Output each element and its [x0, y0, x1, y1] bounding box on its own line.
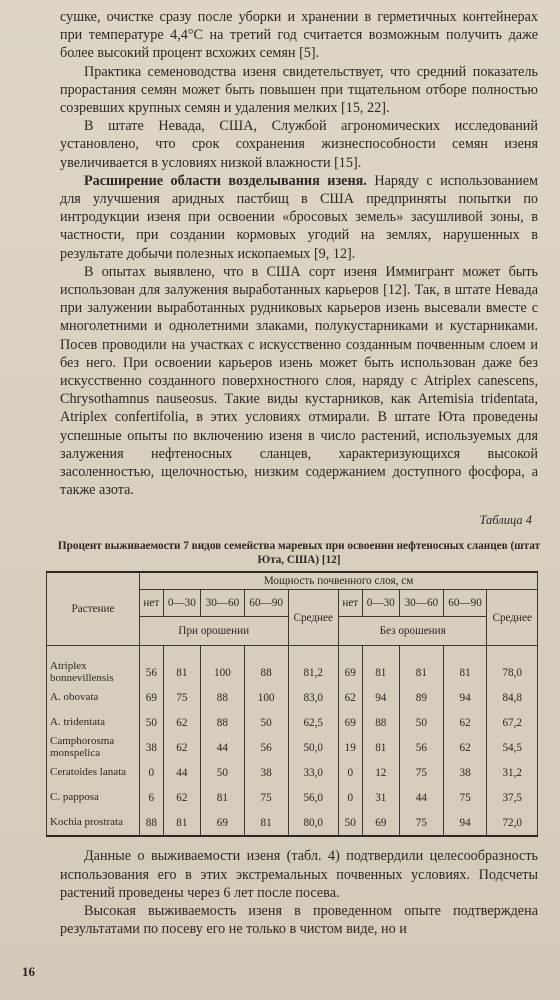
- table-cell: 88: [244, 646, 288, 686]
- table-cell: 81: [362, 735, 399, 760]
- paragraph-seed-practice: Практика семеноводства изеня свидетельствует, что средний показатель прорастания семян может быть повышен при тщательном отборе полностью созревших крупных семян и удаления мелких [15, 22].: [60, 63, 538, 117]
- table-cell: 50: [201, 760, 245, 785]
- table-cell: 88: [201, 685, 245, 710]
- table-cell: 67,2: [487, 710, 538, 735]
- table-cell: 19: [338, 735, 362, 760]
- table-cell: 69: [338, 646, 362, 686]
- table-caption: Таблица 4: [479, 513, 532, 528]
- table-cell: 50,0: [288, 735, 338, 760]
- table-cell: 81,2: [288, 646, 338, 686]
- table-cell: 50: [140, 710, 164, 735]
- table-cell: 100: [244, 685, 288, 710]
- header-soil-depth: Мощность почвенного слоя, см: [140, 572, 538, 590]
- table-cell: 12: [362, 760, 399, 785]
- table-row: [47, 760, 538, 785]
- table-cell: 81: [443, 646, 487, 686]
- plant-name: Atriplex bonnevillensis: [47, 646, 140, 686]
- plant-name: A. tridentata: [47, 710, 140, 735]
- table-cell: 56,0: [288, 785, 338, 810]
- table-cell: 81: [399, 646, 443, 686]
- table-cell: 69: [140, 685, 164, 710]
- header-depth-noirr-none: нет: [338, 590, 362, 617]
- table-cell: 44: [201, 735, 245, 760]
- table-cell: 38: [443, 760, 487, 785]
- table-cell: 50: [244, 710, 288, 735]
- plant-name: Camphorosma monspelica: [47, 735, 140, 760]
- table-cell: 62: [443, 710, 487, 735]
- table-cell: 38: [244, 760, 288, 785]
- table-cell: 62: [443, 735, 487, 760]
- table-cell: 81: [163, 810, 200, 836]
- header-not-irrigated: Без орошения: [338, 617, 487, 646]
- table-cell: 88: [201, 710, 245, 735]
- table-cell: 81: [244, 810, 288, 836]
- table-cell: 81: [201, 785, 245, 810]
- table-cell: 69: [362, 810, 399, 836]
- plant-name: A. obovata: [47, 685, 140, 710]
- paragraph-seed-storage: сушке, очистке сразу после уборки и хранении в герметичных контейнерах при температуре 4,4°С на третий год считается возможным получить даже более высокий процент всхожих семян [5].: [60, 9, 538, 62]
- table-cell: 75: [244, 785, 288, 810]
- table-cell: 80,0: [288, 810, 338, 836]
- table-cell: 75: [163, 685, 200, 710]
- table-cell: 56: [244, 735, 288, 760]
- table-cell: 69: [201, 810, 245, 836]
- paragraph-section: [60, 172, 538, 263]
- table-row: [47, 735, 538, 760]
- table-cell: 88: [362, 710, 399, 735]
- table-cell: 69: [338, 710, 362, 735]
- table-cell: 6: [140, 785, 164, 810]
- header-irrigated: При орошении: [140, 617, 289, 646]
- table-cell: 81: [163, 646, 200, 686]
- table-cell: 38: [140, 735, 164, 760]
- table-cell: 94: [443, 810, 487, 836]
- table-cell: 50: [399, 710, 443, 735]
- plant-name: C. papposa: [47, 785, 140, 810]
- table-row: [47, 646, 538, 686]
- paragraph-conclusion: Данные о выживаемости изеня (табл. 4) подтвердили целесообразность использования его в этих экстремальных почвенных условиях. Подсчеты растений проведены через 6 лет после посева.: [60, 848, 538, 901]
- paragraph-continuation: Высокая выживаемость изеня в проведенном опыте подтверждена результатами по посеву его не только в чистом виде, но и: [60, 903, 538, 938]
- header-depth-noirr-30-60: 30—60: [399, 590, 443, 617]
- table-row: [47, 710, 538, 735]
- table-cell: 37,5: [487, 785, 538, 810]
- plant-name: Ceratoides lanata: [47, 760, 140, 785]
- table-cell: 89: [399, 685, 443, 710]
- survival-table: [46, 571, 538, 837]
- table-cell: 33,0: [288, 760, 338, 785]
- table-cell: 44: [163, 760, 200, 785]
- table-cell: 62: [163, 785, 200, 810]
- table-cell: 44: [399, 785, 443, 810]
- table-cell: 50: [338, 810, 362, 836]
- table-cell: 0: [338, 785, 362, 810]
- plant-name: Kochia prostrata: [47, 810, 140, 836]
- paragraph-experiments: В опытах выявлено, что в США сорт изеня Иммигрант может быть использован для залужения выработанных карьеров [12]. Так, в штате Невада при залужении выработанных рудниковых карьеров изень высевали вместе с многолетними и однолетними злаками, полукустарниками и кустарниками. Посев проводили на участках с искусственно созданным почвенным слоем и без него. При освоении карьеров изень может быть использован даже без искусственно созданного поверхностного слоя, наряду с Atriplex canescens, Chrysothamnus nauseosus. Такие виды кустарников, как Artemisia tridentata, Atriplex confertifolia, в этих условиях отмирали. В штате Юта проведены успешные опыты по включению изеня в число растений, используемых для залужения нефтеносных сланцев, характеризующихся высокой засоленностью, щелочностью, низким содержанием доступного фосфора, а также азота.: [60, 263, 538, 499]
- header-depth-irr-60-90: 60—90: [244, 590, 288, 617]
- header-depth-irr-30-60: 30—60: [201, 590, 245, 617]
- header-mean-noirr: Среднее: [487, 590, 538, 646]
- section-text: Наряду с использованием для улучшения аридных пастбищ в США предприняты попытки по интродукции изеня при освоении «бросовых земель» засушливой зоны, в частности, при создании кормовых угодий на землях, нарушенных в результате добычи полезных ископаемых [9, 12].: [60, 172, 538, 262]
- table-cell: 56: [399, 735, 443, 760]
- table-cell: 94: [443, 685, 487, 710]
- header-plant: Растение: [47, 572, 140, 646]
- table-cell: 31,2: [487, 760, 538, 785]
- table-cell: 100: [201, 646, 245, 686]
- table-cell: 78,0: [487, 646, 538, 686]
- page-number: 16: [22, 964, 35, 979]
- header-depth-irr-0-30: 0—30: [163, 590, 200, 617]
- table-cell: 56: [140, 646, 164, 686]
- table-cell: 62,5: [288, 710, 338, 735]
- table-cell: 83,0: [288, 685, 338, 710]
- table-cell: 0: [338, 760, 362, 785]
- table-cell: 81: [362, 646, 399, 686]
- header-mean-irr: Среднее: [288, 590, 338, 646]
- section-heading: Расширение области возделывания изеня.: [84, 172, 367, 189]
- table-row: [47, 785, 538, 810]
- table-cell: 75: [443, 785, 487, 810]
- header-depth-noirr-0-30: 0—30: [362, 590, 399, 617]
- table-cell: 62: [163, 735, 200, 760]
- table-cell: 0: [140, 760, 164, 785]
- table-cell: 75: [399, 760, 443, 785]
- table-cell: 62: [163, 710, 200, 735]
- table-row: [47, 685, 538, 710]
- table-cell: 54,5: [487, 735, 538, 760]
- table-cell: 75: [399, 810, 443, 836]
- table-cell: 88: [140, 810, 164, 836]
- header-depth-irr-none: нет: [140, 590, 164, 617]
- paragraph-nevada: В штате Невада, США, Службой агрономических исследований установлено, что срок сохранения жизнеспособности семян изеня увеличивается в условиях низкой влажности [15].: [60, 118, 538, 171]
- table-cell: 84,8: [487, 685, 538, 710]
- table-cell: 62: [338, 685, 362, 710]
- table-title: Процент выживаемости 7 видов семейства маревых при освоении нефтеносных сланцев (штат Юта, США) [12]: [57, 540, 541, 566]
- table-cell: 94: [362, 685, 399, 710]
- table-body: [47, 646, 538, 837]
- table-row: [47, 810, 538, 836]
- header-depth-noirr-60-90: 60—90: [443, 590, 487, 617]
- table-cell: 72,0: [487, 810, 538, 836]
- table-cell: 31: [362, 785, 399, 810]
